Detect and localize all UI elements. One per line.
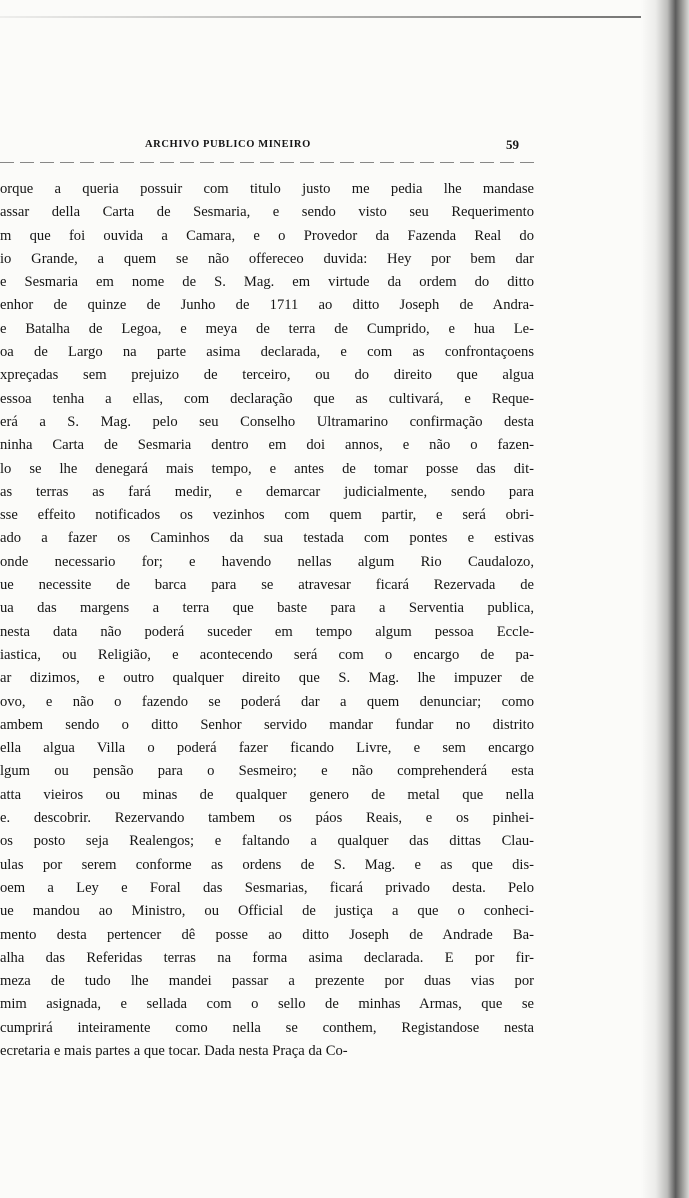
running-head xyxy=(0,139,538,157)
text-line: sse effeito notificados os vezinhos com quem partir, e será obri- xyxy=(0,507,534,524)
text-line: os posto seja Realengos; e faltando a qualquer das dittas Clau- xyxy=(0,833,534,850)
text-line: mento desta pertencer dê posse ao ditto Joseph de Andrade Ba- xyxy=(0,926,534,943)
body-text xyxy=(0,178,534,1063)
text-line: mim asignada, e sellada com o sello de minhas Armas, que se xyxy=(0,996,534,1013)
text-line: ecretaria e mais partes a que tocar. Dada nesta Praça da Co- xyxy=(0,1042,348,1059)
text-line: alha das Referidas terras na forma asima declarada. E por fir- xyxy=(0,949,534,966)
text-line: e. descobrir. Rezervando tambem os páos Reais, e os pinhei- xyxy=(0,810,534,827)
text-line: meza de tudo lhe mandei passar a prezente por duas vias por xyxy=(0,973,534,990)
text-line: e Batalha de Legoa, e meya de terra de Cumprido, e hua Le- xyxy=(0,320,534,337)
text-line: m que foi ouvida a Camara, e o Provedor da Fazenda Real do xyxy=(0,227,534,244)
text-line: iastica, ou Religião, e acontecendo será com o encargo de pa- xyxy=(0,646,534,663)
text-line: atta vieiros ou minas de qualquer genero de metal que nella xyxy=(0,786,534,803)
text-line: io Grande, a quem se não offereceo duvida: Hey por bem dar xyxy=(0,250,534,267)
text-line: erá a S. Mag. pelo seu Conselho Ultramarino confirmação desta xyxy=(0,413,534,430)
top-edge-shadow xyxy=(0,16,660,18)
text-line: lgum ou pensão para o Sesmeiro; e não comprehenderá esta xyxy=(0,763,534,780)
text-line: onde necessario for; e havendo nellas algum Rio Caudalozo, xyxy=(0,553,534,570)
text-line: enhor de quinze de Junho de 1711 ao ditto Joseph de Andra- xyxy=(0,297,534,314)
text-line: ado a fazer os Caminhos da sua testada com pontes e estivas xyxy=(0,530,534,547)
page-edge-shadow xyxy=(641,0,689,1198)
text-line: as terras as fará medir, e demarcar judicialmente, sendo para xyxy=(0,483,534,500)
text-line: assar della Carta de Sesmaria, e sendo visto seu Requerimento xyxy=(0,204,534,221)
text-line: ue necessite de barca para se atravesar ficará Rezervada de xyxy=(0,577,534,594)
text-line: essoa tenha a ellas, com declaração que as cultivará, e Reque- xyxy=(0,390,534,407)
text-line: ulas por serem conforme as ordens de S. Mag. e as que dis- xyxy=(0,856,534,873)
text-line: ella algua Villa o poderá fazer ficando Livre, e sem encargo xyxy=(0,740,534,757)
text-line: nesta data não poderá suceder em tempo algum pessoa Eccle- xyxy=(0,623,534,640)
page-number: 59 xyxy=(506,137,519,152)
text-line: ue mandou ao Ministro, ou Official de justiça a que o conheci- xyxy=(0,903,534,920)
text-line: xpreçadas sem prejuizo de terceiro, ou do direito que algua xyxy=(0,367,534,384)
text-line: ua das margens a terra que baste para a Serventia publica, xyxy=(0,600,534,617)
text-line: oem a Ley e Foral das Sesmarias, ficará privado desta. Pelo xyxy=(0,879,534,896)
text-line: ninha Carta de Sesmaria dentro em doi annos, e não o fazen- xyxy=(0,437,534,454)
text-line: ovo, e não o fazendo se poderá dar a quem denunciar; como xyxy=(0,693,534,710)
text-line: e Sesmaria em nome de S. Mag. em virtude da ordem do ditto xyxy=(0,274,534,291)
text-line: oa de Largo na parte asima declarada, e com as confrontaçoens xyxy=(0,344,534,361)
text-line: cumprirá inteiramente como nella se conthem, Registandose nesta xyxy=(0,1019,534,1036)
running-head-title: ARCHIVO PUBLICO MINEIRO xyxy=(145,139,311,150)
text-line: orque a queria possuir com titulo justo me pedia lhe mandase xyxy=(0,181,534,197)
text-line: ambem sendo o ditto Senhor servido mandar fundar no distrito xyxy=(0,716,534,733)
text-line: lo se lhe denegará mais tempo, e antes de tomar posse das dit- xyxy=(0,460,534,477)
text-line: ar dizimos, e outro qualquer direito que S. Mag. lhe impuzer de xyxy=(0,670,534,687)
header-rule xyxy=(0,162,540,163)
